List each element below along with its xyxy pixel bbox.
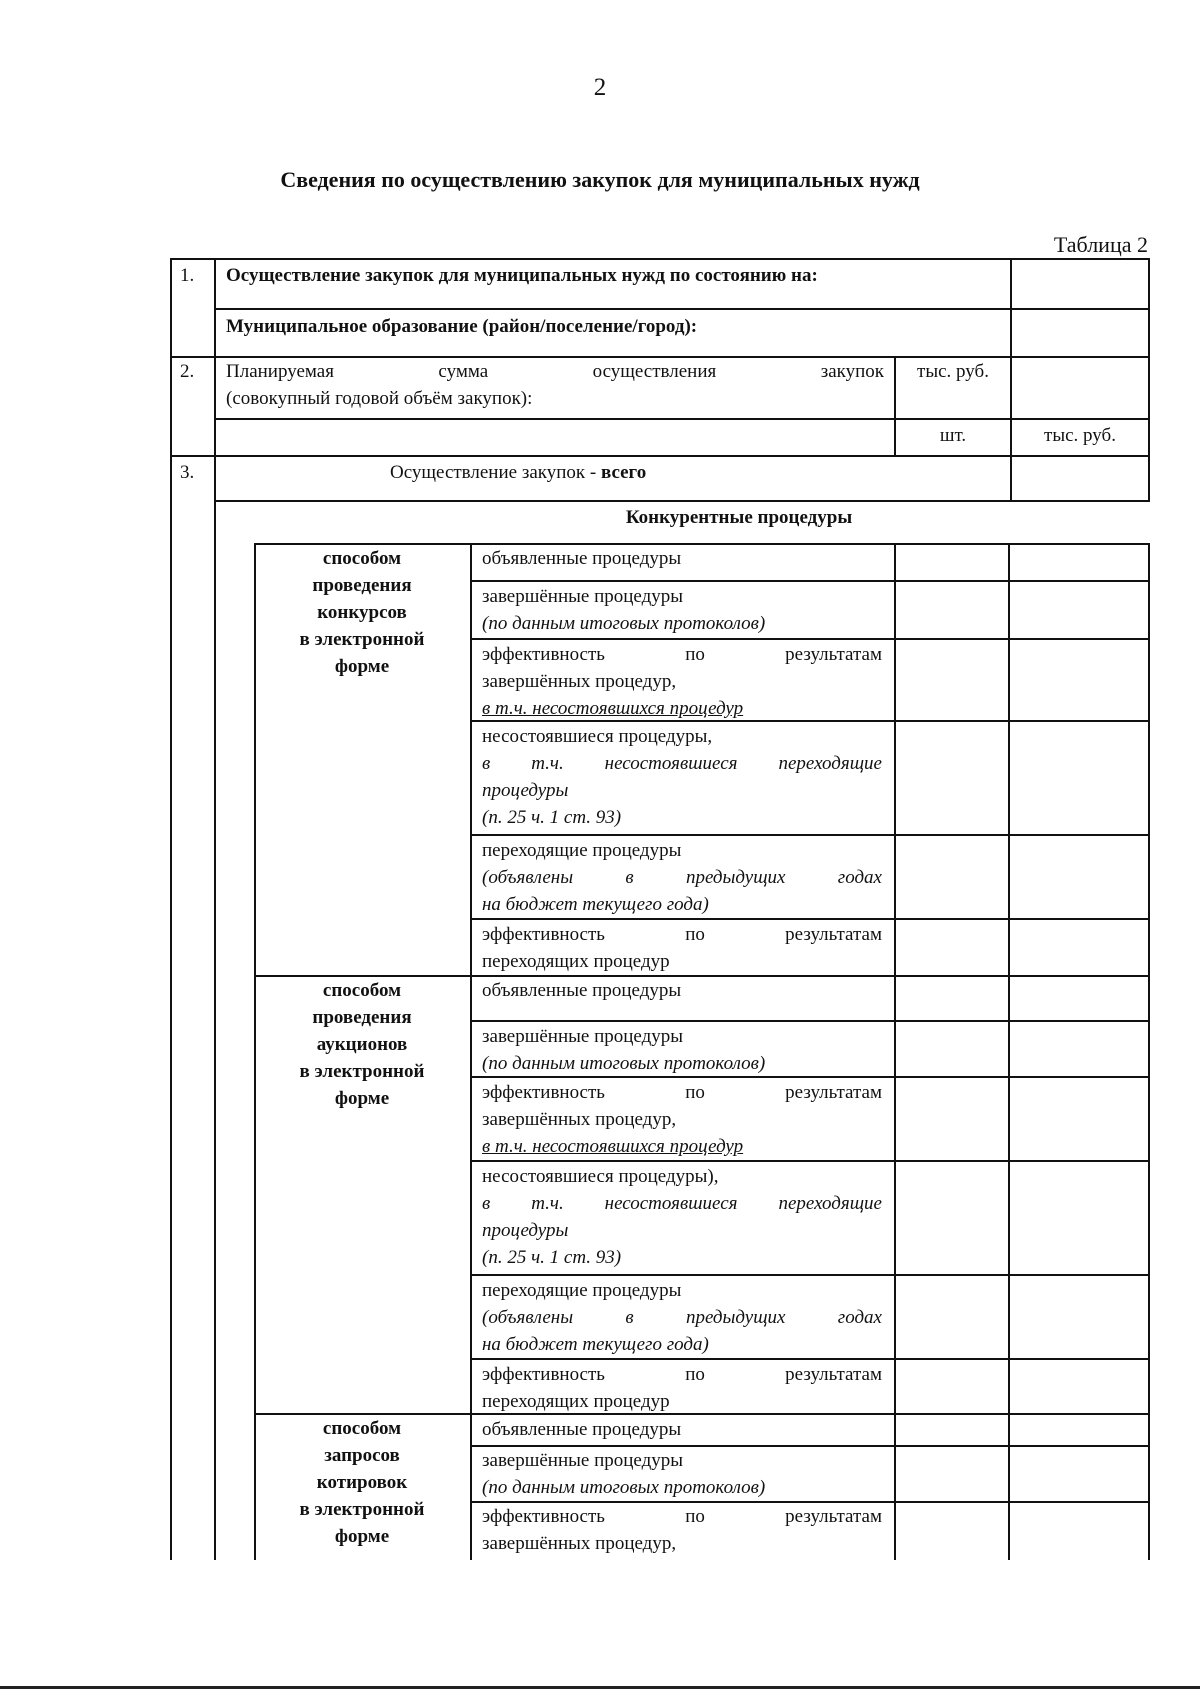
item-note: (по данным итоговых протоколов) — [482, 613, 766, 634]
group-label-line: в электронной — [299, 1061, 425, 1082]
planned-amount-note: (совокупный годовой объём закупок): — [226, 388, 533, 409]
item-note: в т.ч. несостоявшихся процедур — [482, 698, 744, 719]
item-label: завершённых процедур, — [482, 1533, 677, 1554]
report-date-label: Осуществление закупок для муниципальных нужд по состоянию на: — [226, 265, 818, 286]
group-label-line: форме — [334, 1088, 390, 1109]
item-completed — [482, 583, 882, 637]
item-label: эффективность по результатам — [482, 1506, 882, 1527]
section-heading: Конкурентные процедуры — [625, 507, 853, 528]
item-label: несостоявшиеся процедуры, — [482, 726, 713, 747]
item-ref: (п. 25 ч. 1 ст. 93) — [482, 1247, 622, 1268]
group-label-line: запросов — [324, 1445, 400, 1466]
total-procurement-bold: всего — [600, 462, 647, 483]
group-label-line: в электронной — [299, 629, 425, 650]
page-number: 2 — [593, 74, 607, 101]
group-label-line: способом — [322, 1418, 402, 1439]
item-note: в т.ч. несостоявшихся процедур — [482, 1136, 744, 1157]
group-label-line: котировок — [316, 1472, 408, 1493]
total-procurement-text: Осуществление закупок - — [390, 462, 601, 483]
item-label: эффективность по результатам — [482, 1082, 882, 1103]
item-label: переходящие процедуры — [482, 840, 682, 861]
group-label-line: в электронной — [299, 1499, 425, 1520]
item-label: завершённые процедуры — [482, 1026, 684, 1047]
group-label-line: способом — [322, 548, 402, 569]
item-efficiency-transit — [482, 921, 882, 975]
item-completed — [482, 1447, 882, 1501]
item-transit — [482, 1277, 882, 1358]
item-label: завершённых процедур, — [482, 671, 677, 692]
page-title: Сведения по осуществлению закупок для муниципальных нужд — [280, 167, 920, 192]
row-number: 1. — [180, 265, 195, 286]
item-note: (по данным итоговых протоколов) — [482, 1477, 766, 1498]
group-label-contests — [256, 545, 468, 680]
item-label: эффективность по результатам — [482, 644, 882, 665]
item-efficiency-transit — [482, 1361, 882, 1415]
item-label: переходящих процедур — [482, 951, 670, 972]
table-label: Таблица 2 — [1053, 232, 1148, 257]
item-note: (объявлены в предыдущих годах — [482, 867, 882, 888]
group-label-line: проведения — [312, 575, 412, 596]
item-note: (объявлены в предыдущих годах — [482, 1307, 882, 1328]
item-label: завершённых процедур, — [482, 1109, 677, 1130]
item-efficiency-completed — [482, 641, 882, 722]
item-note: в т.ч. несостоявшиеся переходящие — [482, 1193, 882, 1214]
item-label: объявленные процедуры — [482, 548, 682, 569]
item-label: объявленные процедуры — [482, 980, 682, 1001]
item-ref: (п. 25 ч. 1 ст. 93) — [482, 807, 622, 828]
item-label: эффективность по результатам — [482, 1364, 882, 1385]
row-number: 3. — [180, 462, 195, 483]
group-label-line: форме — [334, 1526, 390, 1547]
total-procurement-label — [390, 459, 646, 486]
item-label: объявленные процедуры — [482, 1419, 682, 1440]
item-label: завершённые процедуры — [482, 586, 684, 607]
item-efficiency-completed — [482, 1503, 882, 1557]
group-label-quotations — [256, 1415, 468, 1550]
scan-edge — [0, 1686, 1200, 1689]
item-note: на бюджет текущего года) — [482, 894, 709, 915]
item-label: несостоявшиеся процедуры), — [482, 1166, 719, 1187]
unit-pieces-header: шт. — [939, 425, 967, 446]
group-label-line: способом — [322, 980, 402, 1001]
item-label: завершённые процедуры — [482, 1450, 684, 1471]
unit-rub-header: тыс. руб. — [1044, 425, 1116, 446]
item-note: на бюджет текущего года) — [482, 1334, 709, 1355]
group-label-auctions — [256, 977, 468, 1112]
item-label: переходящих процедур — [482, 1391, 670, 1412]
municipality-label: Муниципальное образование (район/поселение/город): — [226, 316, 698, 337]
item-announced — [482, 977, 882, 1004]
item-note: (по данным итоговых протоколов) — [482, 1053, 766, 1074]
group-label-line: форме — [334, 656, 390, 677]
item-completed — [482, 1023, 882, 1077]
item-label: эффективность по результатам — [482, 924, 882, 945]
unit-thousand-rub: тыс. руб. — [917, 361, 989, 382]
item-failed — [482, 723, 882, 831]
item-transit — [482, 837, 882, 918]
item-failed — [482, 1163, 882, 1271]
group-label-line: конкурсов — [317, 602, 407, 623]
item-note: в т.ч. несостоявшиеся переходящие — [482, 753, 882, 774]
row-number: 2. — [180, 361, 195, 382]
planned-amount-label: Планируемая сумма осуществления закупок — [226, 361, 884, 382]
item-announced — [482, 1416, 882, 1443]
group-label-line: проведения — [312, 1007, 412, 1028]
group-label-line: аукционов — [316, 1034, 408, 1055]
item-efficiency-completed — [482, 1079, 882, 1160]
item-announced — [482, 545, 882, 572]
item-note: процедуры — [482, 780, 569, 801]
item-note: процедуры — [482, 1220, 569, 1241]
item-label: переходящие процедуры — [482, 1280, 682, 1301]
